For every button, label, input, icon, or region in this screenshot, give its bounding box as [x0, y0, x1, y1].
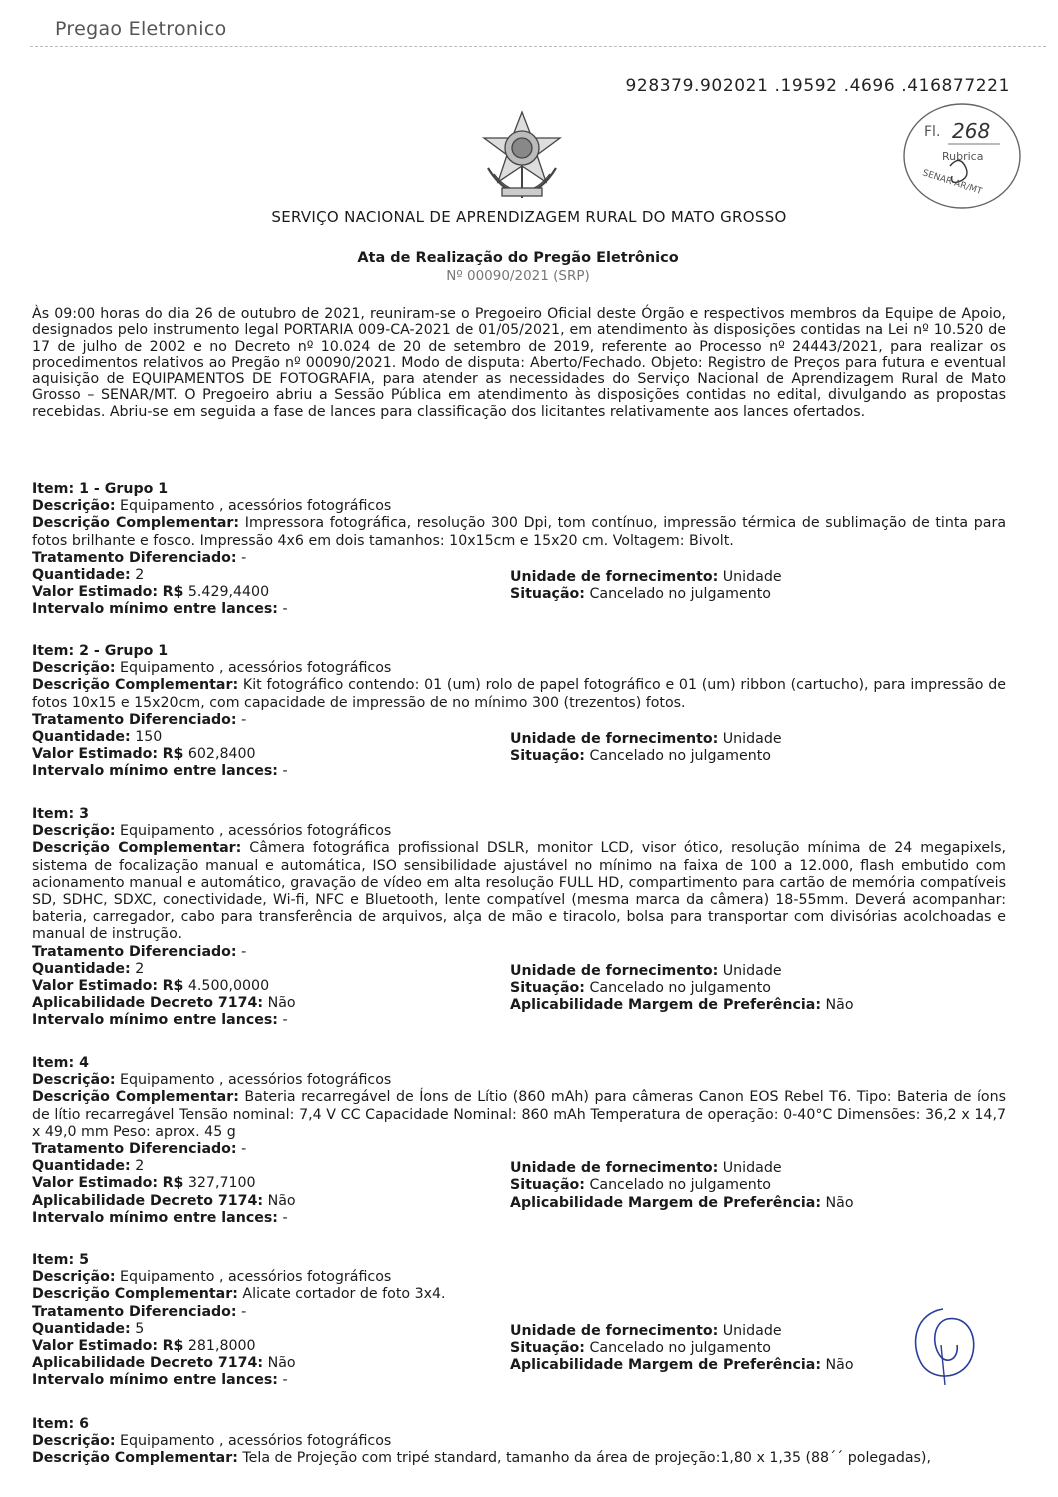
unidade-label: Unidade de fornecimento:: [510, 1160, 719, 1177]
valor-value: 602,8400: [187, 746, 256, 763]
intervalo-label: Intervalo mínimo entre lances:: [32, 601, 278, 618]
margem-label: Aplicabilidade Margem de Preferência:: [510, 997, 821, 1014]
complementar-value: Tela de Projeção com tripé standard, tamanho da área de projeção:1,80 x 1,35 (88´´ polegadas),: [242, 1450, 931, 1467]
complementar-label: Descrição Complementar:: [32, 515, 240, 532]
quantidade-value: 5: [135, 1320, 145, 1337]
quantidade-value: 150: [135, 729, 163, 746]
complementar-label: Descrição Complementar:: [32, 840, 242, 857]
margem-value: Não: [825, 1357, 854, 1374]
currency-label: R$: [162, 978, 184, 995]
margem-value: Não: [825, 997, 854, 1014]
intervalo-label: Intervalo mínimo entre lances:: [32, 1372, 278, 1389]
quantidade-label: Quantidade:: [32, 960, 131, 977]
coat-of-arms-icon: [474, 108, 570, 200]
valor-label: Valor Estimado:: [32, 1175, 159, 1192]
situacao-value: Cancelado no julgamento: [589, 748, 771, 765]
document-number: Nº 00090/2021 (SRP): [446, 268, 590, 284]
situacao-value: Cancelado no julgamento: [589, 1340, 771, 1356]
item-heading: Item: 5: [32, 1252, 89, 1268]
valor-value: 5.429,4400: [187, 584, 270, 601]
situacao-value: Cancelado no julgamento: [589, 586, 771, 603]
valor-value: 4.500,0000: [187, 978, 270, 995]
descricao-value: Equipamento , acessórios fotográficos: [120, 823, 392, 840]
situacao-label: Situação:: [510, 1340, 585, 1356]
currency-label: R$: [162, 584, 184, 601]
tratamento-value: -: [241, 943, 247, 960]
decreto-value: Não: [267, 1355, 296, 1372]
tratamento-label: Tratamento Diferenciado:: [32, 549, 237, 566]
tratamento-value: -: [241, 1303, 247, 1320]
descricao-value: Equipamento , acessórios fotográficos: [120, 1433, 392, 1450]
tratamento-value: -: [241, 1141, 247, 1158]
complementar-value: Kit fotográfico contendo: 01 (um) rolo de papel fotográfico e 01 (um) ribbon (cartucho), para impressão de fotos 10x15 e 15x20cm, com capacidade de impressão de no mínimo 300 (trezentos) fotos.: [32, 677, 1006, 711]
header-divider: [30, 46, 1046, 47]
document-title: Ata de Realização do Pregão Eletrônico: [357, 250, 679, 266]
complementar-value: Impressora fotográfica, resolução 300 Dpi, tom contínuo, impressão térmica de sublimação de tinta para fotos brilhante e fosco. Impressão 4x6 em dois tamanhos: 10x15cm e 15x20 cm. Voltagem: Bivolt.: [32, 515, 1007, 549]
valor-label: Valor Estimado:: [32, 746, 159, 763]
item-block: [32, 1416, 1006, 1468]
intervalo-label: Intervalo mínimo entre lances:: [32, 1012, 278, 1029]
tratamento-label: Tratamento Diferenciado:: [32, 943, 237, 960]
quantidade-value: 2: [135, 567, 145, 584]
item-heading: Item: 1 - Grupo 1: [32, 481, 169, 497]
descricao-value: Equipamento , acessórios fotográficos: [120, 1269, 392, 1286]
item-block: [32, 1252, 1006, 1390]
complementar-label: Descrição Complementar:: [32, 1286, 238, 1303]
unidade-value: Unidade: [722, 731, 782, 748]
decreto-label: Aplicabilidade Decreto 7174:: [32, 1355, 264, 1372]
item-heading: Item: 3: [32, 806, 89, 822]
complementar-value: Bateria recarregável de Íons de Lítio (860 mAh) para câmeras Canon EOS Rebel T6. Tipo: Bateria de íons de lítio recarregável Tensão nominal: 7,4 V CC Capacidade Nominal: 860 mAh Temperatura de operação: 0-40°C Dimensões: 36,2 x 14,7 x 49,0 mm Peso: aprox. 45 g: [32, 1089, 1007, 1140]
descricao-label: Descrição:: [32, 823, 116, 840]
situacao-value: Cancelado no julgamento: [589, 980, 771, 997]
decreto-value: Não: [267, 995, 296, 1012]
intervalo-value: -: [282, 1209, 288, 1226]
folio-stamp-icon: [900, 100, 1025, 212]
currency-label: R$: [162, 1338, 184, 1354]
item-block: [32, 806, 1006, 1030]
decreto-value: Não: [267, 1192, 296, 1209]
rubrica-label: Rubrica: [942, 150, 984, 163]
item-block: [32, 643, 1006, 781]
quantidade-label: Quantidade:: [32, 1320, 131, 1337]
tratamento-label: Tratamento Diferenciado:: [32, 1141, 237, 1158]
quantidade-label: Quantidade:: [32, 729, 131, 746]
valor-label: Valor Estimado:: [32, 1338, 159, 1354]
folio-label: Fl.: [924, 124, 941, 140]
situacao-value: Cancelado no julgamento: [589, 1177, 771, 1194]
descricao-label: Descrição:: [32, 498, 116, 515]
unidade-value: Unidade: [722, 1160, 782, 1177]
valor-value: 327,7100: [187, 1175, 256, 1192]
intro-paragraph: Às 09:00 horas do dia 26 de outubro de 2021, reuniram-se o Pregoeiro Oficial deste Órgão e respectivos membros da Equipe de Apoio, designados pelo instrumento legal PORTARIA 009-CA-2021 de 01/05/2021, em atendimento às disposições contidas na Lei nº 10.520 de 17 de julho de 2002 e no Decreto nº 10.024 de 20 de setembro de 2019, referente ao Processo nº 24443/2021, para realizar os procedimentos relativos ao Pregão nº 00090/2021. Modo de disputa: Aberto/Fechado. Objeto: Registro de Preços para futura e eventual aquisição de EQUIPAMENTOS DE FOTOGRAFIA, para atender as necessidades do Serviço Nacional de Aprendizagem Rural de Mato Grosso – SENAR/MT. O Pregoeiro abriu a Sessão Pública em atendimento às disposições contidas no edital, divulgando as propostas recebidas. Abriu-se em seguida a fase de lances para classificação dos licitantes relativamente aos lances ofertados.: [32, 306, 1006, 420]
valor-label: Valor Estimado:: [32, 978, 159, 995]
quantidade-value: 2: [135, 1158, 145, 1175]
quantidade-label: Quantidade:: [32, 1158, 131, 1175]
valor-label: Valor Estimado:: [32, 584, 159, 601]
situacao-label: Situação:: [510, 980, 585, 997]
item-heading: Item: 2 - Grupo 1: [32, 643, 169, 659]
descricao-value: Equipamento , acessórios fotográficos: [120, 660, 392, 677]
margem-label: Aplicabilidade Margem de Preferência:: [510, 1194, 821, 1211]
situacao-label: Situação:: [510, 748, 585, 765]
descricao-label: Descrição:: [32, 1072, 116, 1089]
complementar-value: Alicate cortador de foto 3x4.: [242, 1286, 446, 1303]
signature-icon: [905, 1305, 980, 1387]
organization-name: SERVIÇO NACIONAL DE APRENDIZAGEM RURAL DO MATO GROSSO: [271, 208, 787, 226]
unidade-label: Unidade de fornecimento:: [510, 962, 719, 979]
complementar-value: Câmera fotográfica profissional DSLR, monitor LCD, visor ótico, resolução mínima de 24 megapixels, sistema de focalização manual e automática, ISO sensibilidade ajustável no mínimo na faixa de 100 a 12.000, flash embutido com acionamento manual e automático, gravação de vídeo em alta resolução FULL HD, compartimento para cartão de memória compatíveis SD, SDHC, SDXC, conectividade, Wi-fi, NFC e Bluetooth, lente compatível (mesma marca da câmera) 18-55mm. Deverá acompanhar: bateria, carregador, cabo para transferência de arquivos, alça de mão e tiracolo, bolsa para transportar com divisórias acolchoadas e manual de instrução.: [32, 840, 1006, 943]
descricao-label: Descrição:: [32, 1269, 116, 1286]
tratamento-label: Tratamento Diferenciado:: [32, 1303, 237, 1320]
currency-label: R$: [162, 746, 184, 763]
document-code: 928379.902021 .19592 .4696 .416877221: [625, 76, 1010, 96]
folio-number: 268: [952, 119, 991, 143]
unidade-label: Unidade de fornecimento:: [510, 569, 719, 586]
tratamento-label: Tratamento Diferenciado:: [32, 711, 237, 728]
complementar-label: Descrição Complementar:: [32, 1089, 239, 1106]
valor-value: 281,8000: [187, 1338, 256, 1354]
item-heading: Item: 6: [32, 1416, 89, 1432]
descricao-label: Descrição:: [32, 1433, 116, 1450]
situacao-label: Situação:: [510, 586, 585, 603]
intervalo-label: Intervalo mínimo entre lances:: [32, 1209, 278, 1226]
tratamento-value: -: [241, 711, 247, 728]
unidade-label: Unidade de fornecimento:: [510, 731, 719, 748]
intervalo-value: -: [282, 601, 288, 618]
decreto-label: Aplicabilidade Decreto 7174:: [32, 1192, 264, 1209]
item-block: [32, 1055, 1006, 1227]
descricao-label: Descrição:: [32, 660, 116, 677]
intervalo-value: -: [282, 1012, 288, 1029]
quantidade-label: Quantidade:: [32, 567, 131, 584]
unidade-value: Unidade: [722, 569, 782, 586]
stamp-entity: SENAR-AR/MT: [921, 168, 984, 198]
margem-value: Não: [825, 1194, 854, 1211]
descricao-value: Equipamento , acessórios fotográficos: [120, 1072, 392, 1089]
quantidade-value: 2: [135, 960, 145, 977]
tratamento-value: -: [241, 549, 247, 566]
item-heading: Item: 4: [32, 1055, 89, 1071]
intervalo-value: -: [282, 1372, 288, 1389]
unidade-value: Unidade: [722, 962, 782, 979]
system-title: Pregao Eletronico: [55, 18, 227, 40]
situacao-label: Situação:: [510, 1177, 585, 1194]
currency-label: R$: [162, 1175, 184, 1192]
item-block: [32, 481, 1006, 619]
descricao-value: Equipamento , acessórios fotográficos: [120, 498, 392, 515]
intervalo-value: -: [282, 763, 288, 780]
unidade-label: Unidade de fornecimento:: [510, 1322, 719, 1339]
decreto-label: Aplicabilidade Decreto 7174:: [32, 995, 264, 1012]
unidade-value: Unidade: [722, 1322, 782, 1339]
complementar-label: Descrição Complementar:: [32, 1450, 238, 1467]
margem-label: Aplicabilidade Margem de Preferência:: [510, 1357, 821, 1374]
complementar-label: Descrição Complementar:: [32, 677, 239, 694]
intervalo-label: Intervalo mínimo entre lances:: [32, 763, 278, 780]
